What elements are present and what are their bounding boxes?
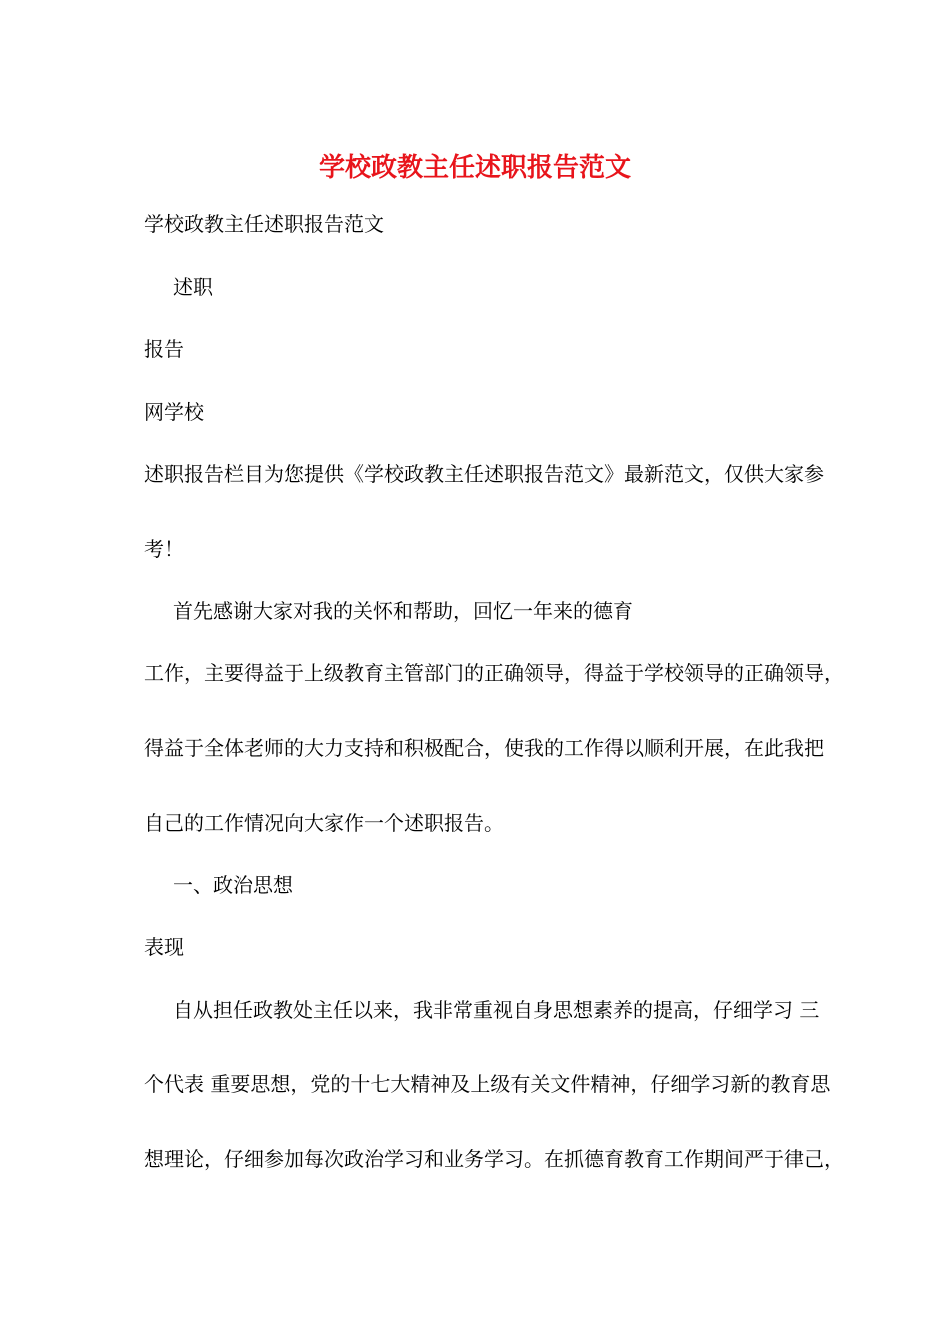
paragraph-line: 工作，主要得益于上级教育主管部门的正确领导，得益于学校领导的正确领导， bbox=[144, 661, 844, 685]
paragraph-line: 表现 bbox=[144, 935, 184, 959]
paragraph-line: 得益于全体老师的大力支持和积极配合，使我的工作得以顺利开展，在此我把 bbox=[144, 736, 824, 760]
paragraph-line: 自从担任政教处主任以来，我非常重视自身思想素养的提高，仔细学习 三 bbox=[173, 998, 820, 1022]
paragraph-line: 报告 bbox=[144, 337, 184, 361]
paragraph-line: 想理论，仔细参加每次政治学习和业务学习。在抓德育教育工作期间严于律己， bbox=[144, 1147, 844, 1171]
paragraph-line: 自己的工作情况向大家作一个述职报告。 bbox=[144, 811, 504, 835]
paragraph-line: 一、政治思想 bbox=[173, 873, 293, 897]
paragraph-line: 学校政教主任述职报告范文 bbox=[144, 212, 384, 236]
paragraph-line: 述职报告栏目为您提供《学校政教主任述职报告范文》最新范文，仅供大家参 bbox=[144, 462, 824, 486]
paragraph-line: 网学校 bbox=[144, 400, 204, 424]
document-title: 学校政教主任述职报告范文 bbox=[318, 153, 631, 183]
paragraph-line: 考！ bbox=[144, 537, 184, 561]
paragraph-line: 述职 bbox=[173, 275, 213, 299]
paragraph-line: 个代表 重要思想，党的十七大精神及上级有关文件精神，仔细学习新的教育思 bbox=[144, 1072, 831, 1096]
paragraph-line: 首先感谢大家对我的关怀和帮助，回忆一年来的德育 bbox=[173, 599, 633, 623]
